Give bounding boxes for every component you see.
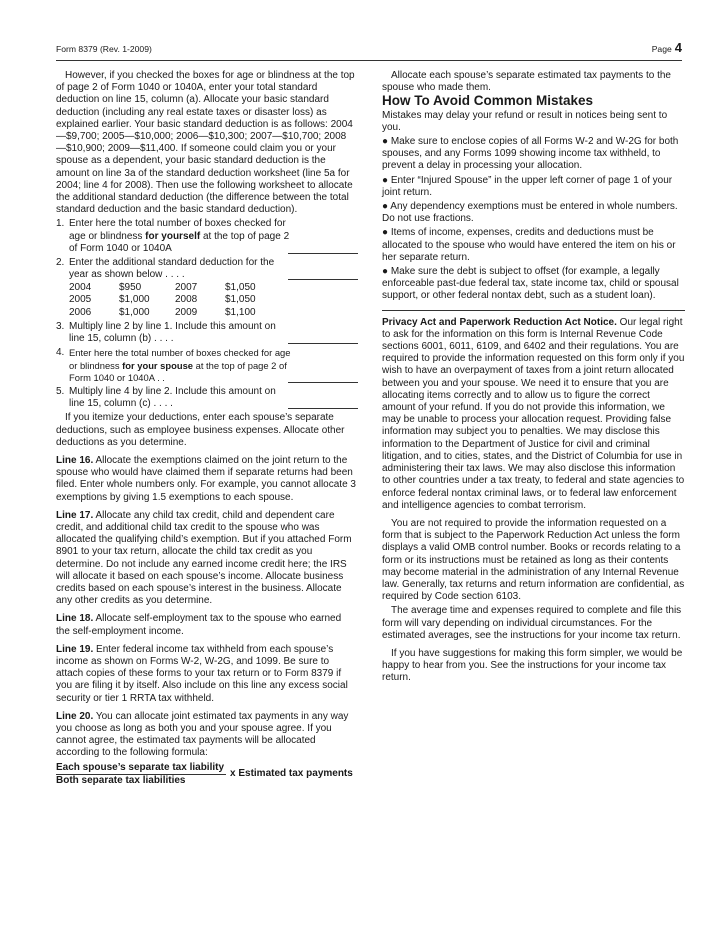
privacy-act-text: Our legal right to ask for the information on this form is Internal Revenue Code sections 6001, 6011, 6109, and 6402 and their regulations. You are required to provide the information requested on this form only if you wish to have an overpayment of taxes from a joint return allocated between you and your spouse. We need it to ensure that you are allocating items correctly and to allow us to figure the correct amount of your refund. If you do not provide this information, we may be unable to process your allocation request. Providing false information may subject you to penalties. We may disclose this information to the Department of Justice for civil and criminal litigation, and to cities, states, and the District of Columbia for use in administering their tax laws. We may also disclose this information to other countries under a tax treaty, to federal and state agencies to enforce federal nontax criminal laws, or to federal law enforcement and intelligence agencies to combat terrorism. — [382, 316, 685, 511]
worksheet-line-1-text-end: at the top of page 2 of Form 1040 or 1040A — [69, 230, 290, 254]
additional-deduction-table — [69, 281, 256, 319]
worksheet-line-3-number: 3. — [56, 320, 65, 332]
worksheet-line-1-number: 1. — [56, 218, 65, 230]
mistakes-intro: Mistakes may delay your refund or result in notices being sent to you. — [382, 109, 668, 133]
bullet-text: Enter “Injured Spouse” in the upper left corner of page 1 of your joint return. — [382, 174, 673, 198]
bullet-icon: ● — [382, 266, 389, 278]
line-20-paragraph — [56, 711, 356, 760]
bullet-icon: ● — [382, 174, 389, 186]
worksheet-line-5-number: 5. — [56, 385, 65, 397]
line-20-label: Line 20. — [56, 710, 94, 722]
line-17-text: Allocate any child tax credit, child and dependent care credit, and additional child tax credit to the spouse who was allocated the qualifying child’s exemption. But if you attached Form 8901 to your tax return, allocate the child tax credit as you determine. Do not include any earned income credit here; the IRS will allocate it based on each spouse’s income. Allocate business credits based on each spouse’s interest in the business. Allocate any other credits as you determine. — [56, 509, 352, 607]
line-20-text: You can allocate joint estimated tax payments in any way you choose as long as both you and your spouse agree. If you cannot agree, the estimated tax payments will be allocated according to the following formula: — [56, 710, 349, 759]
worksheet-line-4-text-end: at the top of page 2 of Form 1040 or 1040A . . — [69, 359, 287, 383]
privacy-act-paragraph — [382, 317, 685, 512]
amount-cell: $1,050 — [225, 281, 256, 293]
privacy-act-title: Privacy Act and Paperwork Reduction Act Notice. — [382, 316, 617, 328]
worksheet-line-1-text: Enter here the total number of boxes checked for age or blindness — [69, 218, 286, 242]
amount-cell: $1,000 — [119, 306, 150, 318]
worksheet-line-2 — [56, 257, 356, 281]
year-cell: 2009 — [175, 306, 198, 318]
table-row — [69, 294, 256, 307]
paperwork-paragraph-1: You are not required to provide the information requested on a form that is subject to the Paperwork Reduction Act unless the form displays a valid OMB control number. Books or records relating to a form or its instructions must be retained as long as their contents may become material in the administration of any Internal Revenue law. Generally, tax returns and return information are confidential, as required by Code section 6103. — [382, 517, 685, 603]
worksheet-line-2-text: Enter the additional standard deduction for the year as shown below . . . . — [69, 257, 275, 281]
standard-deduction-intro: However, if you checked the boxes for age or blindness at the top of page 2 of Form 1040 or 1040A, enter your total standard deduction on line 15, column (a). Allocate your basic standard deduction (including any real estate taxes or disaster loss) as explained earlier. Your basic standard deduction is as follows: 2004—$9,700; 2005—$10,000; 2006—$10,300; 2007—$10,700; 2008—$10,900; 2009—$11,400. If someone could claim you or your spouse as a dependent, your basic standard deduction is the amount on line 3a of the standard deduction worksheet (line 5a for 2004; line 4 for 2008). Then use the following worksheet to allocate the additional standard deduction (the difference between the total standard deduction and the basic standard deduction). — [56, 70, 355, 216]
year-cell: 2006 — [69, 306, 92, 318]
worksheet-line-4-emphasis: for your spouse — [122, 359, 193, 371]
form-id: Form 8379 (Rev. 1-2009) — [56, 44, 152, 54]
bullet-text: Any dependency exemptions must be entered in whole numbers. Do not use fractions. — [382, 201, 678, 225]
header-rule — [56, 60, 682, 61]
page-label: Page — [651, 44, 672, 54]
worksheet-line-1-emphasis: for yourself — [145, 230, 201, 242]
worksheet-line-1-entry[interactable] — [288, 253, 358, 254]
page-indicator — [652, 40, 682, 55]
paperwork-paragraph-2: The average time and expenses required to complete and file this form will vary depending on individual circumstances. For the estimated averages, see the instructions for your income tax return. — [382, 605, 682, 641]
year-cell: 2008 — [175, 294, 198, 306]
line-16-text: Allocate the exemptions claimed on the joint return to the spouse who would have claimed them if separate returns had been filed. Enter whole numbers only. For example, you cannot allocate 3 exemptions by giving 1.5 exemptions to each spouse. — [56, 454, 356, 503]
worksheet-line-4-number: 4. — [56, 347, 65, 359]
year-cell: 2007 — [175, 281, 198, 293]
worksheet-line-4-entry[interactable] — [288, 382, 358, 383]
line-19-label: Line 19. — [56, 643, 94, 655]
worksheet-line-5-entry[interactable] — [288, 408, 358, 409]
formula-denominator: Both separate tax liabilities — [56, 774, 186, 786]
common-mistakes-heading: How To Avoid Common Mistakes — [382, 93, 594, 109]
bullet-text: Make sure to enclose copies of all Forms W-2 and W-2G for both spouses, and any Forms 1099 showing income tax withheld, to prevent a delay in processing your allocation. — [382, 136, 679, 172]
line-17-paragraph — [56, 510, 356, 608]
year-cell: 2005 — [69, 294, 92, 306]
line-17-label: Line 17. — [56, 509, 94, 521]
worksheet-line-3-text: Multiply line 2 by line 1. Include this amount on line 15, column (b) . . . . — [69, 320, 276, 345]
bullet-icon: ● — [382, 227, 389, 239]
line-19-paragraph — [56, 644, 356, 705]
worksheet-line-5-text: Multiply line 4 by line 2. Include this amount on line 15, column (c) . . . . — [69, 385, 276, 410]
right-column — [382, 70, 685, 685]
worksheet-line-4 — [56, 347, 356, 384]
line-16-paragraph — [56, 455, 356, 504]
section-divider — [382, 310, 685, 311]
line-18-label: Line 18. — [56, 613, 94, 625]
page-header — [56, 40, 682, 58]
amount-cell: $1,100 — [225, 306, 256, 318]
line-19-text: Enter federal income tax withheld from each spouse’s income as shown on Forms W-2, W-2G, and 1099. Be sure to attach copies of these forms to your tax return or to Form 8379 if you are filing it by itself. Also include on this line any excess social security or tier 1 RRTA tax withheld. — [56, 643, 348, 704]
amount-cell: $950 — [119, 281, 142, 293]
line-18-paragraph — [56, 613, 356, 637]
bullet-icon: ● — [382, 136, 389, 148]
list-item — [382, 175, 685, 199]
worksheet-line-3-entry[interactable] — [288, 343, 358, 344]
left-column — [56, 70, 356, 792]
worksheet-line-3 — [56, 321, 356, 345]
page-number: 4 — [674, 40, 682, 55]
itemize-paragraph: If you itemize your deductions, enter each spouse’s separate deductions, such as employee business expenses. Allocate other deductions as you determine. — [56, 412, 345, 448]
table-row — [69, 306, 256, 319]
list-item — [382, 266, 685, 303]
worksheet-line-2-number: 2. — [56, 257, 65, 269]
worksheet-line-1 — [56, 218, 356, 255]
table-row — [69, 281, 256, 294]
bullet-text: Make sure the debt is subject to offset (for example, a legally enforceable past-due federal tax, state income tax, child or spousal support, or other federal nontax debt, such as a student loan). — [382, 266, 679, 302]
worksheet-line-2-entry[interactable] — [288, 279, 358, 280]
bullet-icon: ● — [382, 201, 389, 213]
paperwork-paragraph-3: If you have suggestions for making this form simpler, we would be happy to hear from you. See the instructions for your income tax return. — [382, 647, 683, 684]
worksheet-line-4-text: Enter here the total number of boxes checked for age or blindness — [69, 347, 291, 371]
line-18-text: Allocate self-employment tax to the spouse who earned the self-employment income. — [56, 613, 342, 637]
formula-multiplier: x Estimated tax payments — [230, 767, 353, 779]
worksheet-line-5 — [56, 386, 356, 410]
list-item — [382, 136, 685, 173]
amount-cell: $1,000 — [119, 294, 150, 306]
year-cell: 2004 — [69, 281, 92, 293]
amount-cell: $1,050 — [225, 294, 256, 306]
line-16-label: Line 16. — [56, 454, 94, 466]
formula-numerator: Each spouse’s separate tax liability — [56, 762, 226, 775]
list-item — [382, 201, 685, 225]
bullet-text: Items of income, expenses, credits and deductions must be allocated to the spouse who would have entered the item on his or her separate return. — [382, 227, 676, 263]
allocation-formula — [56, 762, 356, 792]
allocate-estimated-payments: Allocate each spouse’s separate estimated tax payments to the spouse who made them. — [382, 70, 671, 94]
list-item — [382, 227, 685, 264]
